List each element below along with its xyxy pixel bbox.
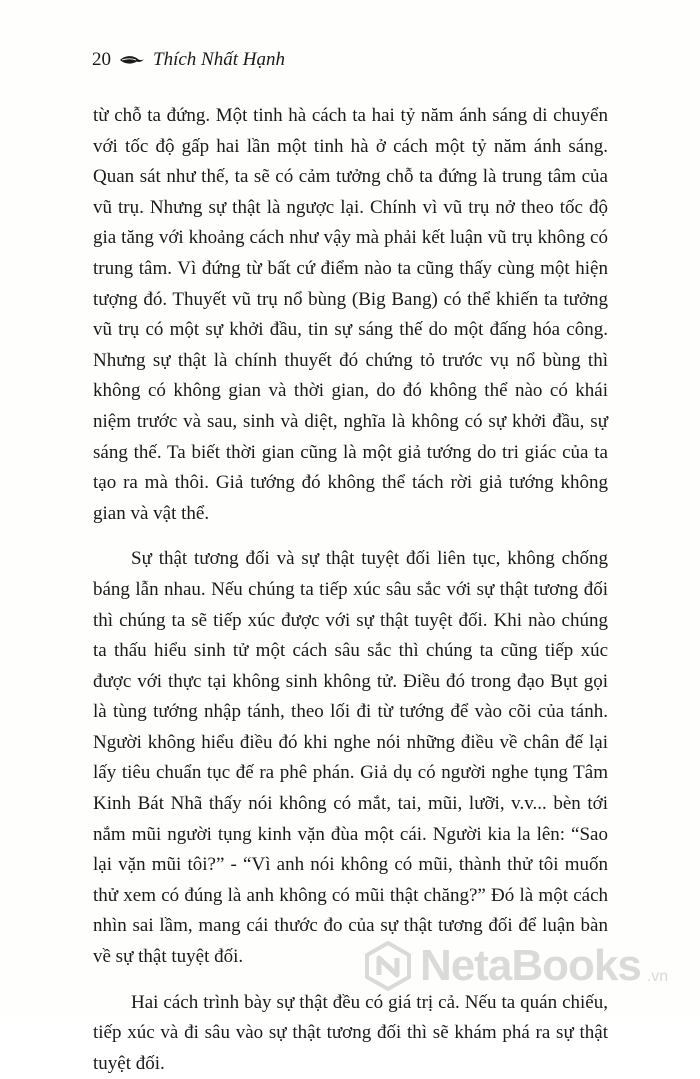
watermark: [362, 940, 668, 992]
body-text: [93, 101, 608, 1079]
page-number: 20: [92, 49, 111, 70]
page-header: [92, 48, 285, 72]
watermark-suffix: .vn: [646, 968, 669, 985]
running-title: Thích Nhất Hạnh: [153, 49, 285, 70]
paragraph-3: Hai cách trình bày sự thật đều có giá trị cả. Nếu ta quán chiếu, tiếp xúc và đi sâu vào sự thật tương đối thì sẽ khám phá ra sự thật tuyệt đối.: [93, 991, 608, 1074]
netabooks-logo-icon: [362, 940, 414, 992]
leaf-ornament-icon: [119, 54, 145, 66]
paragraph-1: từ chỗ ta đứng. Một tinh hà cách ta hai tỷ năm ánh sáng di chuyển với tốc độ gấp hai lần một tinh hà ở cách một tỷ năm ánh sáng. Quan sát như thế, ta sẽ có cảm tưởng chỗ ta đứng là trung tâm của vũ trụ. Nhưng sự thật là ngược lại. Chính vì vũ trụ nở theo tốc độ gia tăng với khoảng cách như vậy mà phải kết luận vũ trụ không có trung tâm. Vì đứng từ bất cứ điểm nào ta cũng thấy cùng một hiện tượng đó. Thuyết vũ trụ nổ bùng (Big Bang) có thể khiến ta tưởng vũ trụ có một sự khởi đầu, tin sự sáng thế do một đấng hóa công. Nhưng sự thật là chính thuyết đó chứng tỏ trước vụ nổ bùng thì không có không gian và thời gian, do đó không thể nào có khái niệm trước và sau, sinh và diệt, nghĩa là không có sự khởi đầu, sự sáng thế. Ta biết thời gian cũng là một giả tướng do tri giác của ta tạo ra mà thôi. Giả tướng đó không thể tách rời giả tướng không gian và vật thể.: [93, 105, 608, 524]
paragraph-2: Sự thật tương đối và sự thật tuyệt đối liên tục, không chống báng lẫn nhau. Nếu chúng ta tiếp xúc sâu sắc với sự thật tương đối thì chúng ta sẽ tiếp xúc được với sự thật tuyệt đối. Khi nào chúng ta thấu hiểu sinh tử một cách sâu sắc thì chúng ta cũng tiếp xúc được với thực tại không sinh không tử. Điều đó trong đạo Bụt gọi là tùng tướng nhập tánh, theo lối đi từ tướng để vào cõi của tánh. Người không hiểu điều đó khi nghe nói những điều về chân đế lại lấy tiêu chuẩn tục đế ra phê phán. Giả dụ có người nghe tụng Tâm Kinh Bát Nhã thấy nói không có mắt, tai, mũi, lưỡi, v.v... bèn tới nắm mũi người tụng kinh vặn đùa một cái. Người kia la lên: “Sao lại vặn mũi tôi?” - “Vì anh nói không có mũi, thành thử tôi muốn thử xem có đúng là anh không có mũi thật chăng?” Đó là một cách nhìn sai lầm, mang cái thước đo của sự thật tương đối để luận bàn về sự thật tuyệt đối.: [93, 548, 608, 968]
watermark-brand: NetaBooks: [420, 941, 641, 990]
